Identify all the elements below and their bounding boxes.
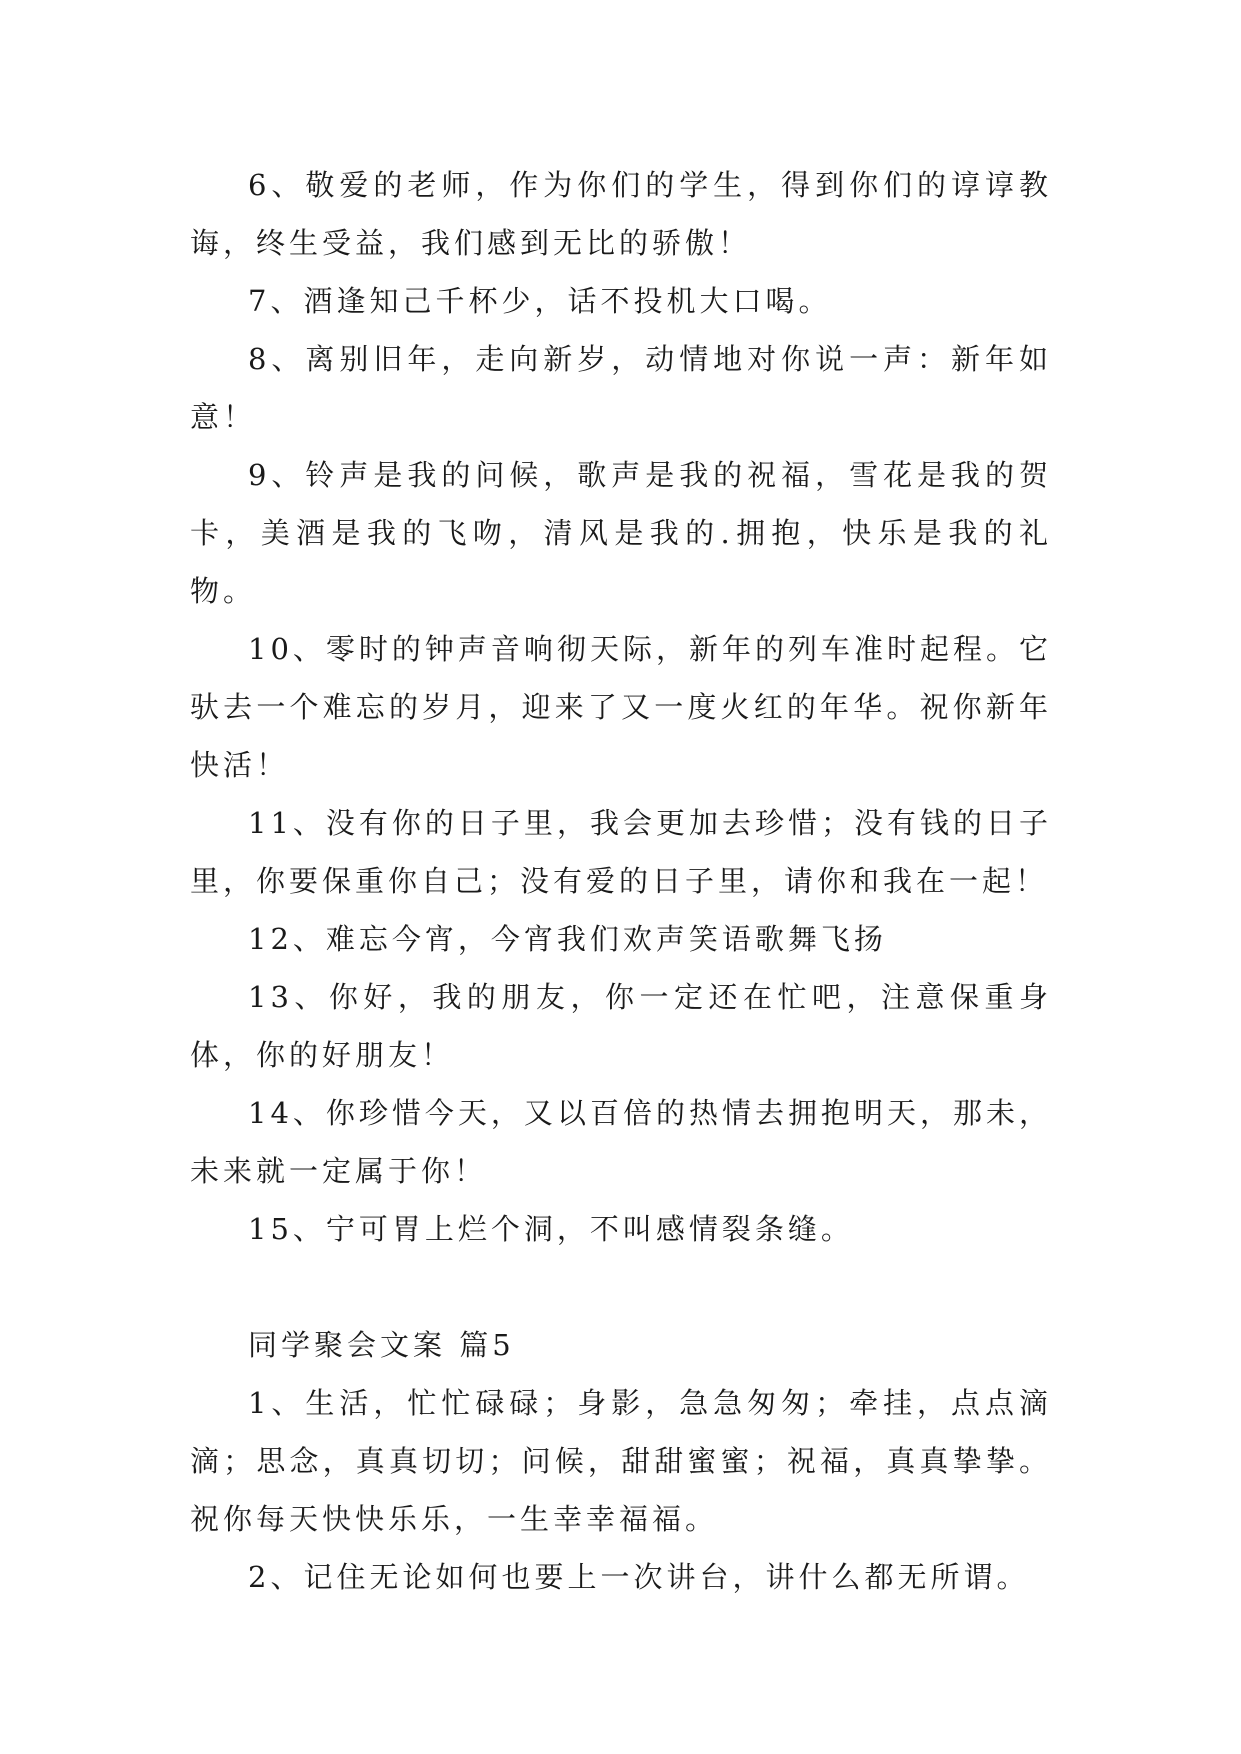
paragraph-6: 6、敬爱的老师，作为你们的学生，得到你们的谆谆教诲，终生受益，我们感到无比的骄傲！ <box>190 168 1052 260</box>
paragraph-s5-1: 1、生活，忙忙碌碌；身影，急急匆匆；牵挂，点点滴滴；思念，真真切切；问候，甜甜蜜蜜；祝福，真真挚挚。祝你每天快快乐乐，一生幸幸福福。 <box>190 1386 1052 1536</box>
paragraph-7: 7、酒逢知己千杯少，话不投机大口喝。 <box>248 284 832 318</box>
paragraph-9: 9、铃声是我的问候，歌声是我的祝福，雪花是我的贺卡，美酒是我的飞吻，清风是我的.拥抱，快乐是我的礼物。 <box>190 458 1052 608</box>
paragraph-10: 10、零时的钟声音响彻天际，新年的列车准时起程。它驮去一个难忘的岁月，迎来了又一度火红的年华。祝你新年快活！ <box>190 632 1052 782</box>
paragraph-12: 12、难忘今宵，今宵我们欢声笑语歌舞飞扬 <box>248 922 887 956</box>
paragraph-15: 15、宁可胃上烂个洞，不叫感情裂条缝。 <box>248 1212 854 1246</box>
section-title: 同学聚会文案 篇5 <box>248 1328 515 1362</box>
paragraph-8: 8、离别旧年，走向新岁，动情地对你说一声：新年如意！ <box>190 342 1052 434</box>
paragraph-14: 14、你珍惜今天，又以百倍的热情去拥抱明天，那未，未来就一定属于你！ <box>190 1096 1052 1188</box>
section-spacer <box>190 1258 1052 1316</box>
paragraph-s5-2: 2、记住无论如何也要上一次讲台，讲什么都无所谓。 <box>248 1560 1030 1594</box>
document-body <box>190 156 1052 1606</box>
paragraph-13: 13、你好，我的朋友，你一定还在忙吧，注意保重身体，你的好朋友！ <box>190 980 1052 1072</box>
paragraph-11: 11、没有你的日子里，我会更加去珍惜；没有钱的日子里，你要保重你自己；没有爱的日子里，请你和我在一起！ <box>190 806 1052 898</box>
